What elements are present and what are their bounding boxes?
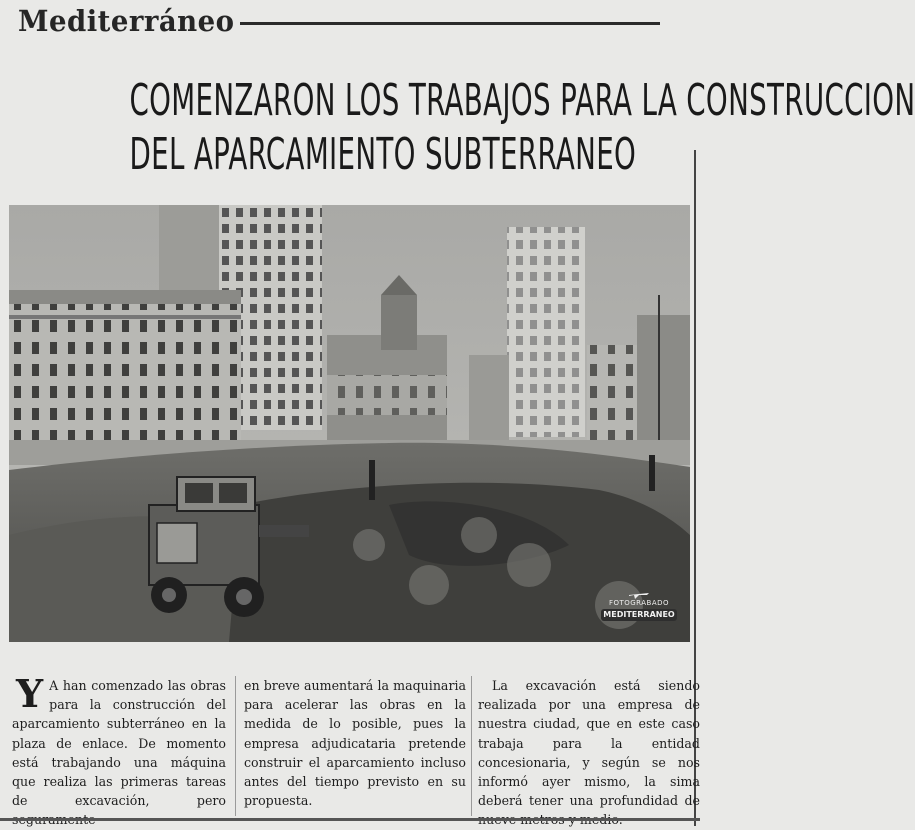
airplane-icon	[629, 589, 649, 599]
column-divider	[471, 676, 472, 816]
column-3-text: La excavación está siendo realizada por una empresa de nuestra ciudad, que en este caso trabaja para la entidad concesionaria, y según se nos informó ayer mismo, la sima deberá tener una profundidad de	[478, 678, 700, 809]
newspaper-name: Mediterráneo	[18, 4, 235, 38]
photo-credit-name: MEDITERRANEO	[601, 609, 677, 621]
photo-credit-top: FOTOGRABADO	[608, 599, 670, 607]
column-2-text: en breve aumentará la maquinaria para acelerar las obras en la medida de lo posible, pues la empresa adjudicataria pretende construir el aparcamiento incluso antes del tiempo previsto en su propuesta.	[244, 678, 466, 809]
masthead	[18, 4, 678, 48]
article-column-3	[478, 676, 700, 830]
headline	[0, 74, 915, 182]
headline-line-2: DEL APARCAMIENTO SUBTERRANEO	[129, 129, 637, 180]
article-column-2	[244, 676, 466, 810]
headline-line-1: COMENZARON LOS TRABAJOS PARA LA CONSTRUCCION	[129, 75, 915, 126]
photo-credit-badge	[601, 589, 677, 623]
column-divider	[235, 676, 236, 816]
drop-cap: Y	[16, 671, 44, 716]
article-column-1	[12, 671, 226, 830]
masthead-rule	[240, 22, 660, 25]
bottom-rule	[0, 818, 700, 821]
construction-site-illustration	[9, 205, 690, 642]
article-body	[12, 671, 700, 822]
column-1-text: A han comenzado las obras para la construcción del aparcamiento subterráneo en la plaza de enlace. De momento está trabajando una máquina que realiza las primeras tareas de excavación, pero	[12, 678, 226, 809]
news-photo	[9, 205, 690, 642]
